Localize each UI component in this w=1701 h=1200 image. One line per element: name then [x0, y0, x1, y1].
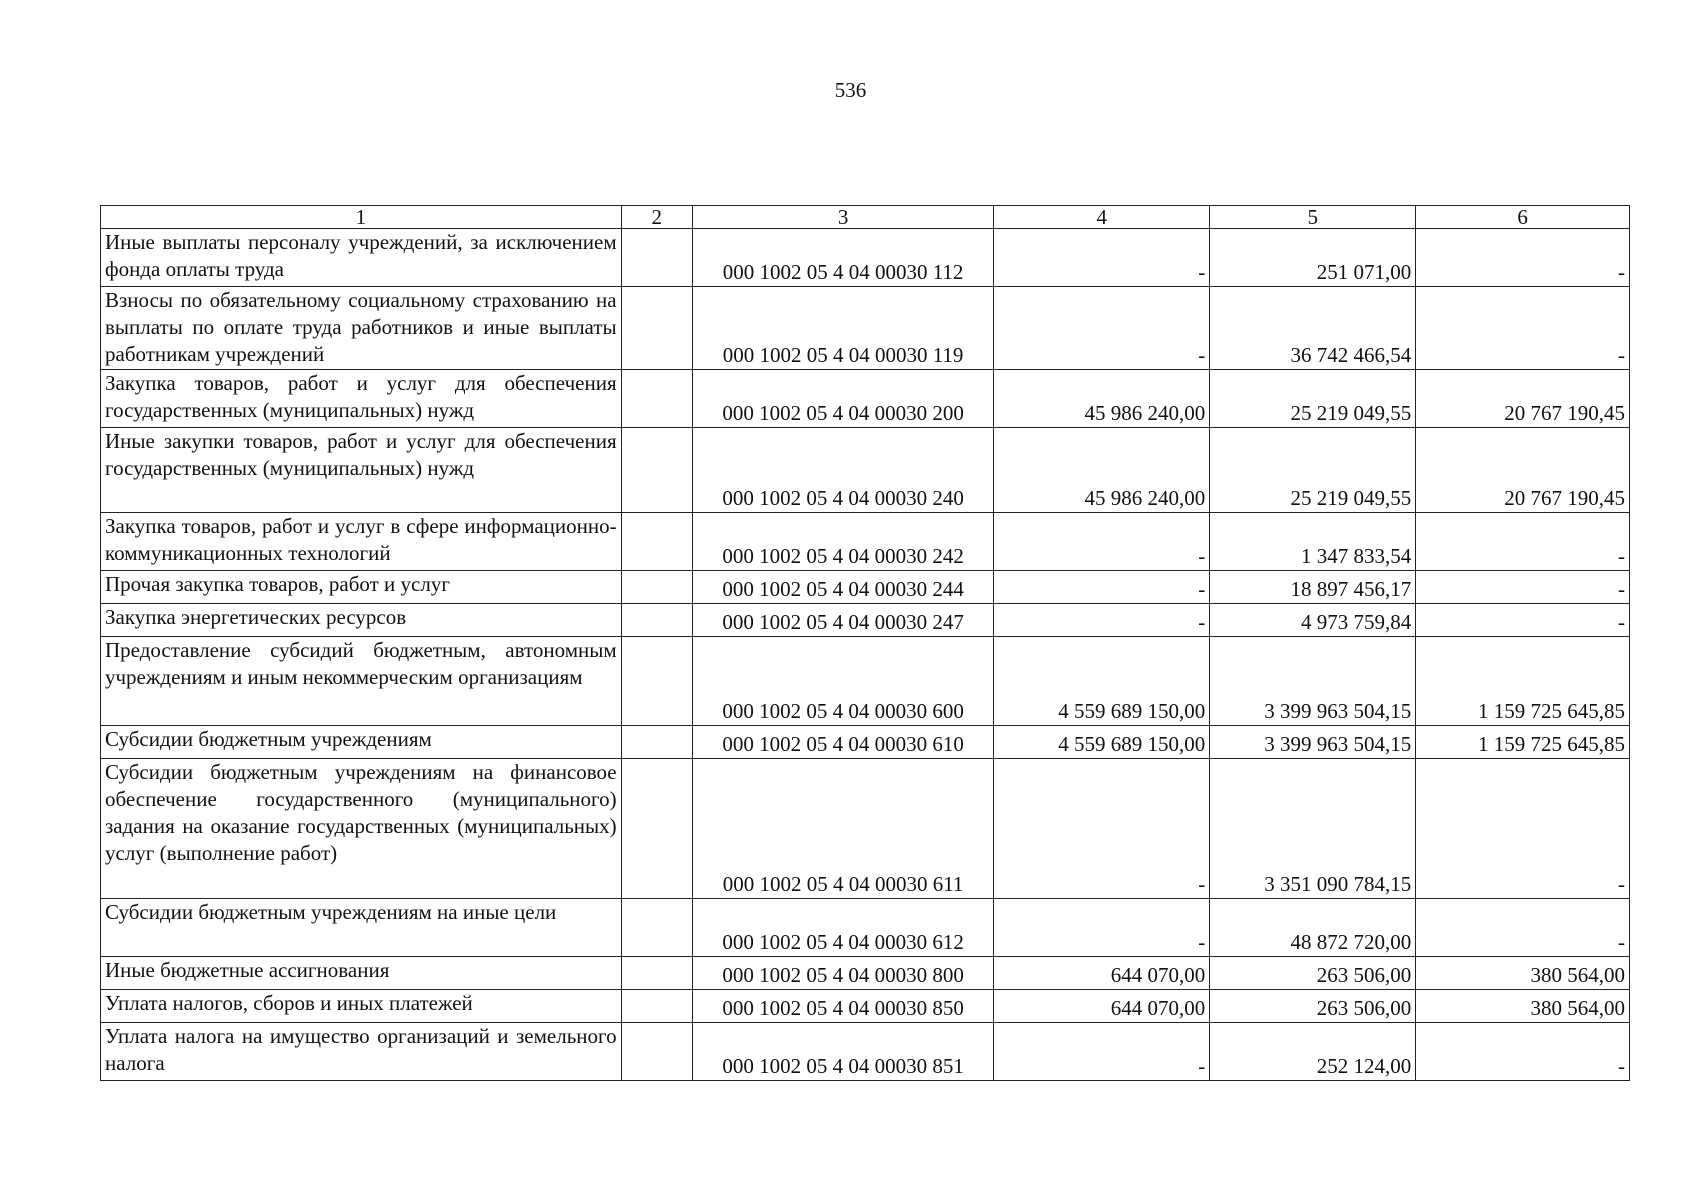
row-col4: 4 559 689 150,00: [994, 637, 1210, 726]
table-row: [101, 370, 1630, 428]
row-name: Субсидии бюджетным учреждениям на иные цели: [101, 899, 622, 957]
row-col6: -: [1416, 287, 1630, 370]
row-col5: 263 506,00: [1210, 957, 1416, 990]
row-col2: [621, 571, 692, 604]
header-col-6: 6: [1416, 206, 1630, 229]
row-code: 000 1002 05 4 04 00030 851: [692, 1023, 993, 1081]
row-col2: [621, 428, 692, 513]
row-col4: 4 559 689 150,00: [994, 726, 1210, 759]
row-code: 000 1002 05 4 04 00030 119: [692, 287, 993, 370]
table-row: [101, 428, 1630, 513]
row-name: Предоставление субсидий бюджетным, автономным учреждениям и иным некоммерческим организациям: [101, 637, 622, 726]
table-row: [101, 229, 1630, 287]
header-col-3: 3: [692, 206, 993, 229]
row-col6: -: [1416, 899, 1630, 957]
row-col4: 644 070,00: [994, 957, 1210, 990]
row-code: 000 1002 05 4 04 00030 200: [692, 370, 993, 428]
table-row: [101, 899, 1630, 957]
row-col2: [621, 370, 692, 428]
row-col4: 644 070,00: [994, 990, 1210, 1023]
row-col5: 263 506,00: [1210, 990, 1416, 1023]
row-name: Взносы по обязательному социальному страхованию на выплаты по оплате труда работников и иные выплаты работникам учреждений: [101, 287, 622, 370]
header-row: [101, 206, 1630, 229]
row-name: Субсидии бюджетным учреждениям на финансовое обеспечение государственного (муниципального) задания на оказание государственных (муниципальных) услуг (выполнение работ): [101, 759, 622, 899]
row-col5: 3 399 963 504,15: [1210, 726, 1416, 759]
row-col5: 36 742 466,54: [1210, 287, 1416, 370]
row-col5: 3 399 963 504,15: [1210, 637, 1416, 726]
table-row: [101, 759, 1630, 899]
row-col2: [621, 287, 692, 370]
row-col6: 20 767 190,45: [1416, 428, 1630, 513]
row-col6: -: [1416, 571, 1630, 604]
row-col6: 1 159 725 645,85: [1416, 637, 1630, 726]
row-col5: 25 219 049,55: [1210, 428, 1416, 513]
row-col6: -: [1416, 229, 1630, 287]
row-name: Иные закупки товаров, работ и услуг для обеспечения государственных (муниципальных) нужд: [101, 428, 622, 513]
row-code: 000 1002 05 4 04 00030 850: [692, 990, 993, 1023]
row-col4: -: [994, 1023, 1210, 1081]
row-col5: 3 351 090 784,15: [1210, 759, 1416, 899]
row-col6: -: [1416, 1023, 1630, 1081]
row-col4: 45 986 240,00: [994, 370, 1210, 428]
row-col2: [621, 899, 692, 957]
row-col5: 25 219 049,55: [1210, 370, 1416, 428]
row-col5: 18 897 456,17: [1210, 571, 1416, 604]
row-col4: -: [994, 571, 1210, 604]
row-col4: -: [994, 229, 1210, 287]
row-code: 000 1002 05 4 04 00030 242: [692, 513, 993, 571]
row-col5: 4 973 759,84: [1210, 604, 1416, 637]
row-name: Закупка энергетических ресурсов: [101, 604, 622, 637]
row-col4: -: [994, 899, 1210, 957]
row-col2: [621, 759, 692, 899]
row-name: Субсидии бюджетным учреждениям: [101, 726, 622, 759]
page-number-text: 536: [834, 78, 867, 102]
table-row: [101, 957, 1630, 990]
table-row: [101, 287, 1630, 370]
row-col4: 45 986 240,00: [994, 428, 1210, 513]
row-code: 000 1002 05 4 04 00030 600: [692, 637, 993, 726]
row-col6: -: [1416, 759, 1630, 899]
table-row: [101, 637, 1630, 726]
row-col4: -: [994, 604, 1210, 637]
row-name: Закупка товаров, работ и услуг для обеспечения государственных (муниципальных) нужд: [101, 370, 622, 428]
row-col6: -: [1416, 513, 1630, 571]
row-col6: 1 159 725 645,85: [1416, 726, 1630, 759]
row-col2: [621, 1023, 692, 1081]
table-row: [101, 726, 1630, 759]
row-code: 000 1002 05 4 04 00030 611: [692, 759, 993, 899]
table-row: [101, 513, 1630, 571]
row-col2: [621, 604, 692, 637]
row-code: 000 1002 05 4 04 00030 610: [692, 726, 993, 759]
row-col6: -: [1416, 604, 1630, 637]
table-row: [101, 990, 1630, 1023]
row-col6: 380 564,00: [1416, 957, 1630, 990]
row-col4: -: [994, 287, 1210, 370]
row-col2: [621, 513, 692, 571]
table-row: [101, 1023, 1630, 1081]
row-name: Иные выплаты персоналу учреждений, за исключением фонда оплаты труда: [101, 229, 622, 287]
header-col-2: 2: [621, 206, 692, 229]
row-name: Закупка товаров, работ и услуг в сфере информационно-коммуникационных технологий: [101, 513, 622, 571]
row-col2: [621, 229, 692, 287]
row-name: Уплата налогов, сборов и иных платежей: [101, 990, 622, 1023]
header-col-4: 4: [994, 206, 1210, 229]
table-row: [101, 604, 1630, 637]
table-row: [101, 571, 1630, 604]
row-col2: [621, 637, 692, 726]
row-col2: [621, 726, 692, 759]
row-col5: 1 347 833,54: [1210, 513, 1416, 571]
row-col2: [621, 957, 692, 990]
row-name: Уплата налога на имущество организаций и земельного налога: [101, 1023, 622, 1081]
row-col6: 380 564,00: [1416, 990, 1630, 1023]
row-name: Прочая закупка товаров, работ и услуг: [101, 571, 622, 604]
row-col5: 252 124,00: [1210, 1023, 1416, 1081]
row-code: 000 1002 05 4 04 00030 612: [692, 899, 993, 957]
row-code: 000 1002 05 4 04 00030 112: [692, 229, 993, 287]
row-col6: 20 767 190,45: [1416, 370, 1630, 428]
row-col5: 48 872 720,00: [1210, 899, 1416, 957]
row-code: 000 1002 05 4 04 00030 240: [692, 428, 993, 513]
header-col-1: 1: [101, 206, 622, 229]
row-code: 000 1002 05 4 04 00030 800: [692, 957, 993, 990]
row-col4: -: [994, 513, 1210, 571]
row-name: Иные бюджетные ассигнования: [101, 957, 622, 990]
row-code: 000 1002 05 4 04 00030 244: [692, 571, 993, 604]
page-number: [0, 78, 1701, 103]
budget-table: [100, 205, 1630, 1081]
row-col4: -: [994, 759, 1210, 899]
row-code: 000 1002 05 4 04 00030 247: [692, 604, 993, 637]
row-col5: 251 071,00: [1210, 229, 1416, 287]
row-col2: [621, 990, 692, 1023]
header-col-5: 5: [1210, 206, 1416, 229]
